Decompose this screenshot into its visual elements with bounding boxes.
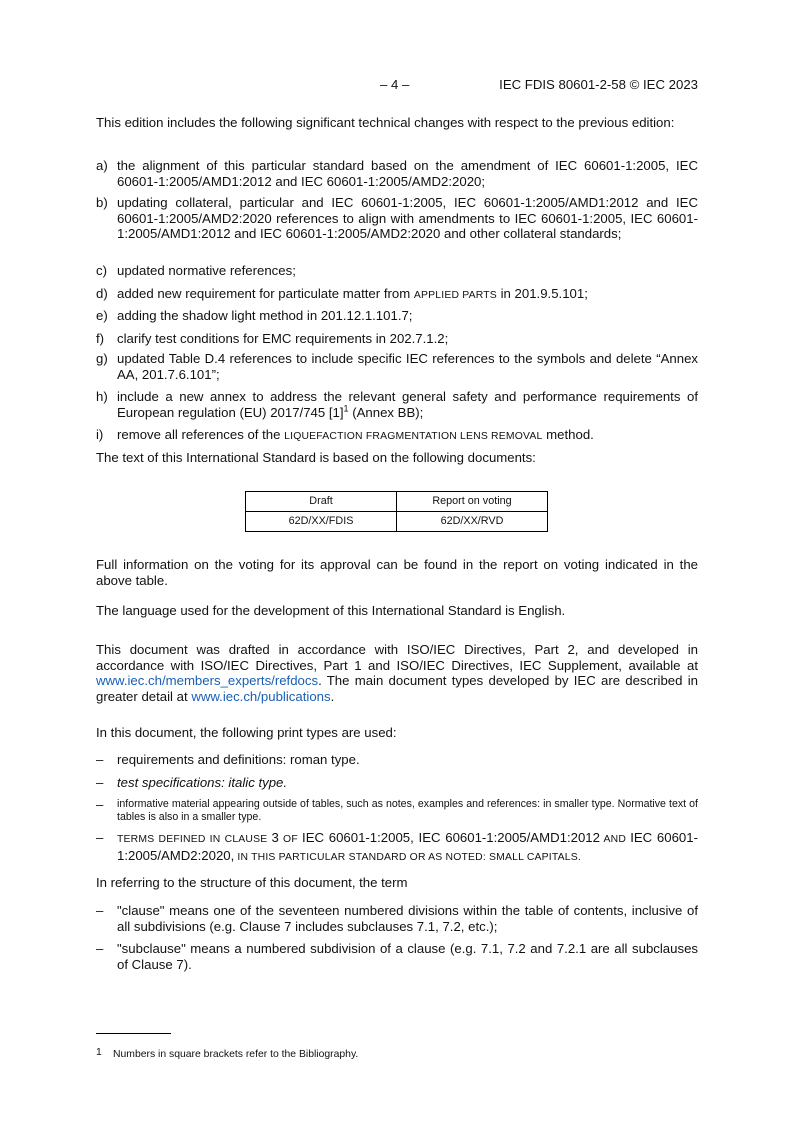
footnote-ref[interactable]: 1	[343, 403, 349, 414]
item-text: "subclause" means a numbered subdivision of a clause (e.g. 7.1, 7.2 and 7.2.1 are all subclauses of Clause 7).	[117, 941, 698, 972]
item-text: remove all references of the LIQUEFACTION FRAGMENTATION LENS REMOVAL method.	[117, 427, 594, 442]
table-cell: 62D/XX/FDIS	[246, 512, 397, 532]
item-label: g)	[96, 351, 108, 366]
dash: –	[96, 941, 104, 956]
language-paragraph: The language used for the development of this International Standard is English.	[96, 603, 566, 618]
item-label: d)	[96, 286, 108, 301]
change-item	[96, 389, 698, 420]
print-type-item	[96, 775, 698, 791]
page-number: – 4 –	[380, 77, 410, 92]
item-text: updated normative references;	[117, 263, 296, 278]
item-label: e)	[96, 308, 108, 323]
print-type-item	[96, 752, 698, 768]
refdocs-link[interactable]: www.iec.ch/members_experts/refdocs	[96, 673, 319, 689]
item-text: clarify test conditions for EMC requirements in 202.7.1.2;	[117, 331, 449, 346]
change-item	[96, 308, 698, 324]
item-text: updated Table D.4 references to include specific IEC references to the symbols and delete “Annex AA, 201.7.6.101”;	[117, 351, 698, 382]
item-text: updating collateral, particular and IEC 60601-1:2005, IEC 60601-1:2005/AMD1:2012 and IEC 60601-1:2005/AMD2:2020 references to align with amendments to IEC 60601-1:2005, IEC 60601-1:2005/AMD1:2012 and IEC 60601-1:2005/AMD2:2020 and other collateral standards;	[117, 195, 698, 242]
item-label: c)	[96, 263, 107, 278]
footnote-number: 1	[96, 1047, 102, 1058]
dash: –	[96, 752, 104, 767]
item-label: b)	[96, 195, 108, 210]
intro-paragraph: This edition includes the following significant technical changes with respect to the previous edition:	[96, 115, 675, 130]
item-text: TERMS DEFINED IN CLAUSE 3 OF IEC 60601-1:2005, IEC 60601-1:2005/AMD1:2012 AND IEC 60601-1:2005/AMD2:2020, IN THIS PARTICULAR STANDARD OR AS NOTED: SMALL CAPITALS.	[117, 830, 698, 863]
footnote-text: Numbers in square brackets refer to the Bibliography.	[113, 1049, 359, 1060]
publications-link[interactable]: www.iec.ch/publications	[191, 688, 331, 704]
item-text: include a new annex to address the relevant general safety and performance requirements of European regulation (EU) 2017/745 $[1]^1$ (Annex BB);	[117, 389, 698, 420]
table-header: Draft	[246, 492, 397, 512]
table-header: Report on voting	[397, 492, 548, 512]
document-reference: IEC FDIS 80601-2-58 © IEC 2023	[499, 77, 698, 92]
dash: –	[96, 830, 104, 845]
item-text: added new requirement for particulate matter from APPLIED PARTS in 201.9.5.101;	[117, 286, 588, 301]
footnote-divider	[96, 1033, 171, 1034]
change-item	[96, 331, 698, 347]
voting-table	[245, 491, 548, 532]
dash: –	[96, 797, 104, 812]
item-text: informative material appearing outside of tables, such as notes, examples and references: in smaller type. Normative text of tables is also in a smaller type.	[117, 798, 698, 823]
print-type-item	[96, 830, 698, 865]
dash: –	[96, 903, 104, 918]
footnote	[96, 1045, 358, 1063]
change-item	[96, 351, 698, 382]
print-type-item	[96, 798, 698, 824]
structure-item	[96, 941, 698, 972]
item-text: the alignment of this particular standard based on the amendment of IEC 60601-1:2005, IEC 60601-1:2005/AMD1:2012 and IEC 60601-1:2005/AMD2:2020;	[117, 158, 698, 189]
change-item	[96, 158, 698, 189]
item-label: a)	[96, 158, 108, 173]
item-label: f)	[96, 331, 105, 346]
table-cell: 62D/XX/RVD	[397, 512, 548, 532]
structure-item	[96, 903, 698, 934]
change-item	[96, 195, 698, 242]
change-item	[96, 263, 698, 279]
item-label: i)	[96, 427, 104, 442]
change-item	[96, 286, 698, 304]
drafted-paragraph: This document was drafted in accordance with ISO/IEC Directives, Part 2, and developed in accordance with ISO/IEC Directives, Part 1 and ISO/IEC Directives, IEC Supplement, available at www.iec.ch/members_experts/refdocs. The main document types developed by IEC are described in greater detail at www.iec.ch/publications.	[96, 642, 698, 704]
change-item	[96, 427, 698, 445]
item-label: h)	[96, 389, 108, 404]
item-text: requirements and definitions: roman type.	[117, 752, 360, 767]
item-text: test specifications: italic type.	[117, 775, 288, 790]
structure-intro: In referring to the structure of this document, the term	[96, 875, 408, 890]
dash: –	[96, 775, 104, 790]
full-info-paragraph: Full information on the voting for its approval can be found in the report on voting indicated in the above table.	[96, 557, 698, 588]
item-text: adding the shadow light method in 201.12.1.101.7;	[117, 308, 413, 323]
item-text: "clause" means one of the seventeen numbered divisions within the table of contents, inclusive of all subdivisions (e.g. Clause 7 includes subclauses 7.1, 7.2, etc.);	[117, 903, 698, 934]
based-on-paragraph: The text of this International Standard is based on the following documents:	[96, 450, 536, 465]
print-types-intro: In this document, the following print types are used:	[96, 725, 397, 740]
